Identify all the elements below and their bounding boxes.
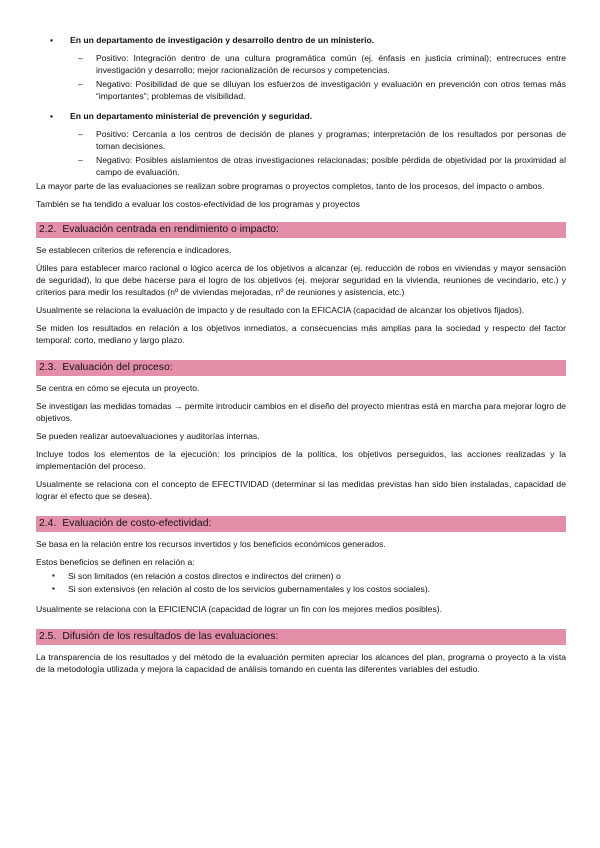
paragraph: Usualmente se relaciona con la EFICIENCIA (capacidad de lograr un fin con los mejores medios posibles).	[36, 604, 443, 614]
dash-icon: –	[78, 155, 83, 165]
paragraph: Estos beneficios se definen en relación a:	[36, 557, 195, 567]
paragraph: Se investigan las medidas tomadas → permite introducir cambios en el diseño del proyecto mientras está en marcha para mejorar logro de objetivos.	[36, 401, 566, 423]
square-bullet-icon: ▪	[52, 584, 55, 593]
dash-icon: –	[78, 129, 83, 139]
dash-icon: –	[78, 53, 83, 63]
paragraph: Se miden los resultados en relación a los objetivos inmediatos, a consecuencias más amplias para la sociedad y respecto del factor temporal: corto, mediano y largo plazo.	[36, 323, 566, 345]
sub-item: – Negativo: Posibles aislamientos de otras investigaciones relacionadas; posible pérdida de objetividad por la proximidad al campo de evaluación.	[78, 155, 566, 177]
bullet-prevention-department	[36, 110, 566, 122]
paragraph: La transparencia de los resultados y del método de la evaluación permiten apreciar los alcances del plan, programa o proyecto a la vista de la metodología utilizada y mejora la capacidad de análisis tomando en cuenta las diferentes variables del estudio.	[36, 652, 566, 674]
bullet-title: En un departamento ministerial de prevención y seguridad.	[70, 111, 313, 121]
paragraph: Usualmente se relaciona la evaluación de impacto y de resultado con la EFICACIA (capacidad de alcanzar los objetivos fijados).	[36, 305, 525, 315]
paragraph: Se pueden realizar autoevaluaciones y auditorías internas.	[36, 431, 260, 441]
section-heading-2-2: 2.2. Evaluación centrada en rendimiento o impacto:	[36, 222, 566, 238]
paragraph: Se establecen criterios de referencia e indicadores.	[36, 245, 232, 255]
square-bullet-icon: ▪	[52, 571, 55, 580]
dash-icon: –	[78, 79, 83, 89]
paragraph: Se basa en la relación entre los recursos invertidos y los beneficios económicos generados.	[36, 539, 386, 549]
paragraph: Incluye todos los elementos de la ejecución: los principios de la política, los objetivos perseguidos, las acciones realizadas y la implementación del proceso.	[36, 449, 566, 471]
section-heading-2-4: 2.4. Evaluación de costo-efectividad:	[36, 516, 566, 532]
paragraph: La mayor parte de las evaluaciones se realizan sobre programas o proyectos completos, tanto de los procesos, del impacto o ambos.	[36, 181, 545, 191]
sub-item: – Positivo: Cercanía a los centros de decisión de planes y programas; interpretación de los resultados por personas de toman decisiones.	[78, 129, 566, 151]
paragraph: También se ha tendido a evaluar los costos-efectividad de los programas y proyectos	[36, 199, 360, 209]
square-bullet-icon: ▪	[50, 111, 54, 121]
sub-item: – Negativo: Posibilidad de que se diluyan los esfuerzos de investigación y evaluación en prevención con otros temas más “importantes”; problemas de visibilidad.	[78, 79, 566, 101]
square-bullet-icon: ▪	[50, 35, 54, 45]
paragraph: Se centra en cómo se ejecuta un proyecto.	[36, 383, 200, 393]
paragraph: Útiles para establecer marco racional o lógico acerca de los objetivos a alcanzar (ej. reducción de robos en viviendas y mayor sensación de seguridad), lo que debe hacerse para el logro de los objetivos (ej. mejorar seguridad en la vivienda, reuniones de vecindario, etc.) y criterios para medir los resultados (nº de viviendas mejoradas, nº de reuniones y asistencia, etc.)	[36, 263, 566, 297]
paragraph: Usualmente se relaciona con el concepto de EFECTIVIDAD (determinar si las medidas previstas han sido bien instaladas, capacidad de lograr el efecto que se desea).	[36, 479, 566, 501]
section-heading-2-5: 2.5. Difusión de los resultados de las evaluaciones:	[36, 629, 566, 645]
list-item: ▪ Si son extensivos (en relación al costo de los servicios gubernamentales y los costos sociales).	[52, 584, 431, 594]
document-page	[36, 34, 566, 681]
bullet-title: En un departamento de investigación y desarrollo dentro de un ministerio.	[70, 35, 375, 45]
list-item: ▪ Si son limitados (en relación a costos directos e indirectos del crimen) o	[52, 571, 341, 581]
bullet-research-department	[36, 34, 566, 46]
section-heading-2-3: 2.3. Evaluación del proceso:	[36, 360, 566, 376]
sub-item: – Positivo: Integración dentro de una cultura programática común (ej. énfasis en justicia criminal); entrecruces entre investigación y desarrollo; mejor racionalización de recursos y competencias.	[78, 53, 566, 75]
